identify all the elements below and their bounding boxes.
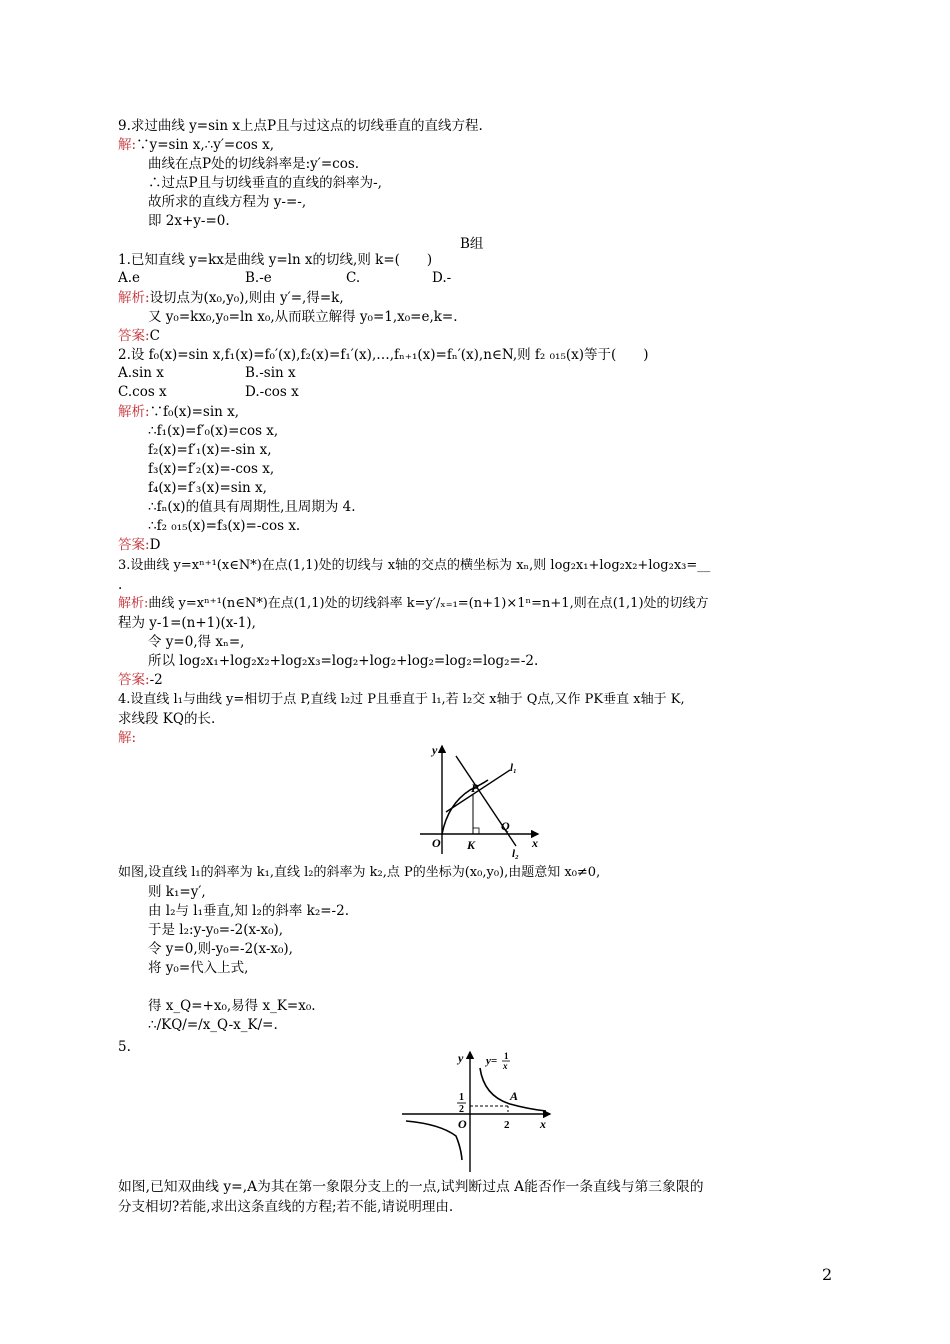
q1-option-c: C. xyxy=(346,270,361,286)
q1-option-b: B.-e xyxy=(245,270,272,286)
fig-label-a: A xyxy=(510,1089,519,1103)
page-number: 2 xyxy=(822,1265,833,1284)
q2-analysis-line-6: ∴fₙ(x)的值具有周期性,且周期为 4. xyxy=(148,499,356,515)
q4-figure xyxy=(412,742,542,860)
q4-stem-line-1: 4.设直线 l₁与曲线 y=相切于点 P,直线 l₂过 P且垂直于 l₁,若 l₂交 x轴于 Q点,又作 PK垂直 x轴于 K, xyxy=(118,692,685,707)
q3-analysis-line-3: 令 y=0,得 xₙ=, xyxy=(148,634,245,650)
fig-label-x: x xyxy=(540,1117,546,1131)
q2-analysis-line-4: f₃(x)=f′₂(x)=-cos x, xyxy=(148,461,275,477)
q1-analysis-line-1: 解析:设切点为(x₀,y₀),则由 y′=,得=k, xyxy=(118,290,344,306)
fig-label-y: y xyxy=(432,743,438,757)
hyperbola-branch-third-quadrant xyxy=(406,1121,462,1160)
q1-option-a: A.e xyxy=(118,270,141,286)
fig-label-two: 2 xyxy=(504,1119,510,1131)
q9-solution-line-2: 曲线在点P处的切线斜率是:y′=cos. xyxy=(148,156,360,172)
q4-solution-line-8: ∴/KQ/=/x_Q-x_K/=. xyxy=(148,1017,278,1033)
q4-solution-line-5: 令 y=0,则-y₀=-2(x-x₀), xyxy=(148,941,293,957)
q3-answer: 答案:-2 xyxy=(118,672,163,688)
fig-label-l2: l₂ xyxy=(512,848,519,860)
q4-solution-line-4: 于是 l₂:y-y₀=-2(x-x₀), xyxy=(148,922,284,938)
q3-stem: 3.设曲线 y=xⁿ⁺¹(x∈N*)在点(1,1)处的切线与 x轴的交点的横坐标为 xₙ,则 log₂x₁+log₂x₂+log₂x₃=__ xyxy=(118,558,711,573)
fig-label-o: O xyxy=(432,836,441,850)
fig-label-p: P xyxy=(471,781,479,795)
q1-answer: 答案:C xyxy=(118,328,160,344)
q3-analysis-line-4: 所以 log₂x₁+log₂x₂+log₂x₃=log₂+log₂+log₂=log₂=log₂=-2. xyxy=(148,653,539,669)
fig-label-half-numerator: 1 xyxy=(459,1092,464,1103)
q2-option-d: D.-cos x xyxy=(245,384,299,400)
fig-equation-numerator: 1 xyxy=(504,1051,509,1061)
q5-stem-line-2: 分支相切?若能,求出这条直线的方程;若不能,请说明理由. xyxy=(118,1199,454,1215)
q2-answer: 答案:D xyxy=(118,537,161,553)
q2-option-c: C.cos x xyxy=(118,384,167,400)
answer-label: 答案: xyxy=(118,328,150,344)
fig-label-q: Q xyxy=(501,819,510,833)
q2-analysis-line-3: f₂(x)=f′₁(x)=-sin x, xyxy=(148,442,272,458)
q3-analysis-line-2: 程为 y-1=(n+1)(x-1), xyxy=(118,615,256,631)
q2-analysis-line-7: ∴f₂ ₀₁₅(x)=f₃(x)=-cos x. xyxy=(148,518,301,534)
q4-solution-line-3: 由 l₂与 l₁垂直,知 l₂的斜率 k₂=-2. xyxy=(148,903,349,919)
q3-stem-end: . xyxy=(118,577,123,593)
q9-stem: 9.求过曲线 y=sin x上点P且与过这点的切线垂直的直线方程. xyxy=(118,118,483,134)
fig-label-y: y xyxy=(458,1051,464,1065)
analysis-label: 解析: xyxy=(118,404,150,420)
section-heading-group-b: B组 xyxy=(460,236,484,252)
q1-stem: 1.已知直线 y=kx是曲线 y=ln x的切线,则 k=( ) xyxy=(118,252,433,268)
fig-label-x: x xyxy=(532,836,538,850)
analysis-label: 解析: xyxy=(118,290,150,306)
q3-analysis-line-1: 解析:曲线 y=xⁿ⁺¹(n∈N*)在点(1,1)处的切线斜率 k=y′/ₓ₌₁=(n+1)×1ⁿ=n+1,则在点(1,1)处的切线方 xyxy=(118,596,709,611)
q4-solution-line-7: 得 x_Q=+x₀,易得 x_K=x₀. xyxy=(148,998,316,1014)
q2-analysis-line-5: f₄(x)=f′₃(x)=sin x, xyxy=(148,480,267,496)
fig-equation-lhs: y= xyxy=(486,1055,498,1067)
q5-number: 5. xyxy=(118,1039,131,1055)
fig-label-half-denominator: 2 xyxy=(459,1104,464,1115)
fig-label-o: O xyxy=(458,1117,467,1131)
q4-solution-label: 解: xyxy=(118,730,137,746)
answer-label: 答案: xyxy=(118,537,150,553)
q4-stem-line-2: 求线段 KQ的长. xyxy=(118,711,216,727)
fig-equation-denominator: x xyxy=(503,1061,508,1071)
q9-solution-line-3: ∴过点P且与切线垂直的直线的斜率为-, xyxy=(148,175,382,191)
analysis-label: 解析: xyxy=(118,596,149,611)
q4-solution-line-1: 如图,设直线 l₁的斜率为 k₁,直线 l₂的斜率为 k₂,点 P的坐标为(x₀,y₀),由题意知 x₀≠0, xyxy=(118,865,601,880)
right-angle-mark xyxy=(473,828,479,834)
fig-label-l1: l₁ xyxy=(510,762,517,774)
q9-solution-line-1: 解:∵y=sin x,∴y′=cos x, xyxy=(118,137,275,153)
fig-label-k: K xyxy=(467,838,476,852)
q2-option-a: A.sin x xyxy=(118,365,164,381)
q9-solution-line-4: 故所求的直线方程为 y-=-, xyxy=(148,194,307,210)
q2-option-b: B.-sin x xyxy=(245,365,296,381)
q5-stem-line-1: 如图,已知双曲线 y=,A为其在第一象限分支上的一点,试判断过点 A能否作一条直线与第三象限的 xyxy=(118,1179,704,1195)
q2-analysis-line-1: 解析:∵f₀(x)=sin x, xyxy=(118,404,240,420)
q1-analysis-line-2: 又 y₀=kx₀,y₀=ln x₀,从而联立解得 y₀=1,x₀=e,k=. xyxy=(148,309,458,325)
q9-solution-line-5: 即 2x+y-=0. xyxy=(148,213,230,229)
q4-solution-line-6: 将 y₀=代入上式, xyxy=(148,960,249,976)
curve xyxy=(442,780,488,834)
solution-label: 解: xyxy=(118,137,137,153)
q5-figure xyxy=(400,1048,556,1174)
q2-analysis-line-2: ∴f₁(x)=f′₀(x)=cos x, xyxy=(148,423,279,439)
q2-stem: 2.设 f₀(x)=sin x,f₁(x)=f₀′(x),f₂(x)=f₁′(x),…,fₙ₊₁(x)=fₙ′(x),n∈N,则 f₂ ₀₁₅(x)等于( ) xyxy=(118,347,649,363)
q1-option-d: D.- xyxy=(432,270,452,286)
q4-solution-line-2: 则 k₁=y′, xyxy=(148,884,206,900)
answer-label: 答案: xyxy=(118,672,150,688)
